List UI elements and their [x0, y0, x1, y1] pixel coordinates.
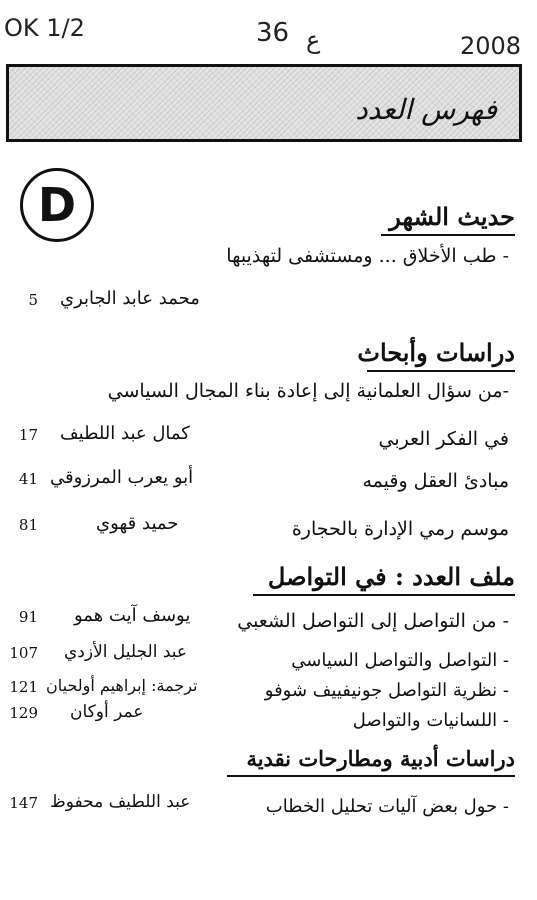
section-underline [381, 234, 515, 236]
article-author: ترجمة: إبراهيم أولحيان [46, 676, 198, 695]
article-author: عبد اللطيف محفوظ [50, 792, 191, 812]
section-underline [253, 594, 515, 596]
handwritten-note-left: OK 1/2 [4, 14, 85, 42]
article-author: حميد قهوي [96, 513, 179, 534]
article-author: كمال عبد اللطيف [60, 423, 190, 444]
article-page: 41 [18, 470, 38, 488]
article-title: - التواصل والتواصل السياسي [291, 650, 509, 671]
article-page: 91 [18, 608, 38, 626]
handwritten-arabic-letter: ع [306, 26, 321, 54]
contents-header-box [6, 64, 522, 142]
article-title: مبادئ العقل وقيمه [362, 470, 509, 492]
article-page: 129 [9, 704, 38, 722]
article-title: - طب الأخلاق ... ومستشفى لتهذيبها [226, 245, 509, 267]
article-title: موسم رمي الإدارة بالحجارة [291, 518, 509, 540]
article-page: 81 [18, 516, 38, 534]
article-author: عبد الجليل الأزدي [64, 642, 188, 662]
article-page: 5 [28, 291, 38, 309]
article-author: أبو يعرب المرزوقي [50, 467, 194, 488]
article-title: - نظرية التواصل جونيفييف شوفو [264, 680, 509, 701]
contents-title: فهرس العدد [355, 93, 497, 126]
article-title-continued: في الفكر العربي [378, 428, 509, 450]
article-title: -من سؤال العلمانية إلى إعادة بناء المجال السياسي [107, 380, 509, 402]
section-title: حديث الشهر [389, 202, 515, 231]
article-page: 107 [9, 644, 38, 662]
article-author: محمد عابد الجابري [60, 288, 200, 309]
article-title: - من التواصل إلى التواصل الشعبي [237, 610, 509, 632]
section-underline [367, 370, 515, 372]
handwritten-year: 2008 [460, 32, 522, 60]
handwritten-issue-number: 36 [256, 18, 290, 48]
badge-circle [20, 168, 94, 242]
section-title: ملف العدد : في التواصل [267, 562, 515, 591]
article-page: 147 [9, 794, 38, 812]
section-title: دراسات أدبية ومطارحات نقدية [246, 746, 515, 771]
article-page: 17 [18, 426, 38, 444]
badge-letter: D [37, 178, 77, 232]
article-author: عمر أوكان [70, 702, 144, 722]
section-title: دراسات وأبحاث [357, 338, 515, 367]
article-title: - حول بعض آليات تحليل الخطاب [265, 796, 509, 817]
section-underline [227, 775, 515, 777]
article-title: - اللسانيات والتواصل [352, 710, 509, 731]
article-author: يوسف آيت همو [74, 605, 191, 626]
article-page: 121 [9, 678, 38, 696]
